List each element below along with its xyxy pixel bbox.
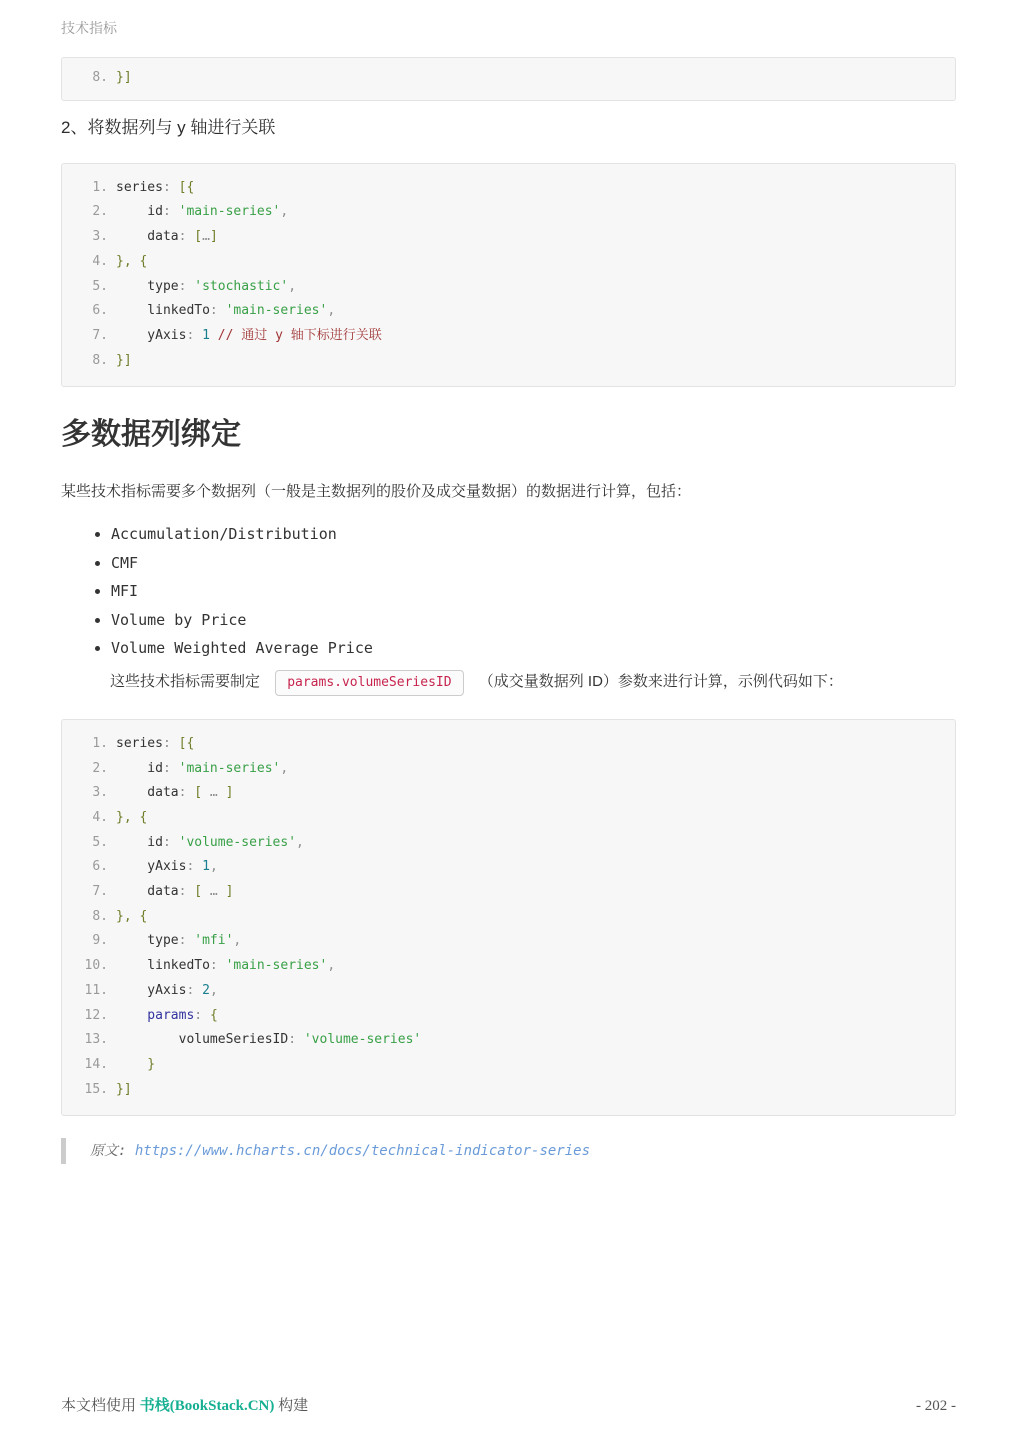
code-line: 4. }, {	[62, 250, 955, 275]
intro-paragraph: 某些技术指标需要多个数据列（一般是主数据列的股价及成交量数据）的数据进行计算，包括：	[61, 483, 692, 501]
code-line: 8. }]	[62, 349, 955, 374]
line-number: 3.	[92, 229, 108, 245]
code-line: 5. type: 'stochastic',	[62, 275, 955, 300]
line-number: 4.	[92, 809, 108, 825]
line-number: 8.	[92, 908, 108, 924]
code-line: 4. }, {	[62, 806, 955, 831]
list-item: • Volume Weighted Average Price	[111, 634, 956, 663]
code-line: 7. data: [ … ]	[62, 880, 955, 905]
params-note-after: （成交量数据列 ID）参数来进行计算，示例代码如下：	[478, 672, 843, 690]
line-number: 8.	[92, 70, 108, 85]
footer-prefix: 本文档使用	[61, 1398, 140, 1414]
line-number: 1.	[92, 179, 108, 195]
line-number: 8.	[92, 352, 108, 368]
code-line: 13. volumeSeriesID: 'volume-series'	[62, 1028, 955, 1053]
source-quote	[61, 1138, 956, 1164]
list-item: • Accumulation/Distribution	[111, 520, 956, 549]
list-item: • CMF	[111, 549, 956, 578]
code-line: 15. }]	[62, 1078, 955, 1103]
code-line: 8. }]	[62, 66, 955, 91]
list-item: • MFI	[111, 577, 956, 606]
line-number: 6.	[92, 303, 108, 319]
code-line: 3. data: [ … ]	[62, 781, 955, 806]
code-line: 9. type: 'mfi',	[62, 929, 955, 954]
code-block-top-partial	[61, 57, 956, 101]
line-number: 3.	[92, 785, 108, 801]
code-line: 10. linkedTo: 'main-series',	[62, 954, 955, 979]
line-number: 7.	[92, 327, 108, 343]
code-line: 2. id: 'main-series',	[62, 200, 955, 225]
line-number: 2.	[92, 204, 108, 220]
params-note-before: 这些技术指标需要制定	[110, 672, 261, 690]
page-number: - 202 -	[916, 1398, 956, 1414]
line-number: 7.	[92, 884, 108, 900]
main-heading: 多数据列绑定	[61, 418, 241, 452]
bookstack-brand-link[interactable]: 书栈(BookStack.CN)	[139, 1398, 275, 1414]
code-line: 5. id: 'volume-series',	[62, 831, 955, 856]
code-line: 3. data: […]	[62, 225, 955, 250]
line-number: 6.	[92, 859, 108, 875]
page-header-title: 技术指标	[61, 20, 117, 36]
code-block-multi-series	[61, 719, 956, 1117]
indicator-list	[61, 520, 956, 663]
footer-build-note	[61, 1394, 308, 1415]
code-line: 1. series: [{	[62, 176, 955, 201]
line-number: 11.	[84, 982, 108, 998]
section-heading: 2、将数据列与 y 轴进行关联	[61, 117, 276, 137]
list-item: • Volume by Price	[111, 606, 956, 635]
line-number: 9.	[92, 933, 108, 949]
code-line: 6. linkedTo: 'main-series',	[62, 299, 955, 324]
inline-code-params-volumeseriesid: params.volumeSeriesID	[275, 670, 463, 696]
source-label: 原文:	[90, 1143, 135, 1160]
code-line: 2. id: 'main-series',	[62, 757, 955, 782]
line-number: 4.	[92, 253, 108, 269]
line-number: 1.	[92, 735, 108, 751]
page-footer	[61, 1394, 956, 1440]
line-number: 12.	[84, 1007, 108, 1023]
code-line: 1. series: [{	[62, 732, 955, 757]
code-line: 6. yAxis: 1,	[62, 855, 955, 880]
code-line: 7. yAxis: 1 // 通过 y 轴下标进行关联	[62, 324, 955, 349]
line-number: 15.	[84, 1081, 108, 1097]
page-header	[61, 18, 956, 38]
line-number: 14.	[84, 1056, 108, 1072]
params-note	[110, 668, 956, 697]
line-number: 10.	[84, 958, 108, 974]
code-line: 8. }, {	[62, 905, 955, 930]
line-number: 5.	[92, 834, 108, 850]
source-link[interactable]: https://www.hcharts.cn/docs/technical-indicator-series	[134, 1143, 591, 1160]
line-number: 5.	[92, 278, 108, 294]
code-line: 12. params: {	[62, 1004, 955, 1029]
code-block-yaxis-link	[61, 163, 956, 388]
footer-suffix: 构建	[274, 1398, 309, 1414]
line-number: 13.	[84, 1032, 108, 1048]
code-line: 14. }	[62, 1053, 955, 1078]
code-line: 11. yAxis: 2,	[62, 979, 955, 1004]
line-number: 2.	[92, 760, 108, 776]
